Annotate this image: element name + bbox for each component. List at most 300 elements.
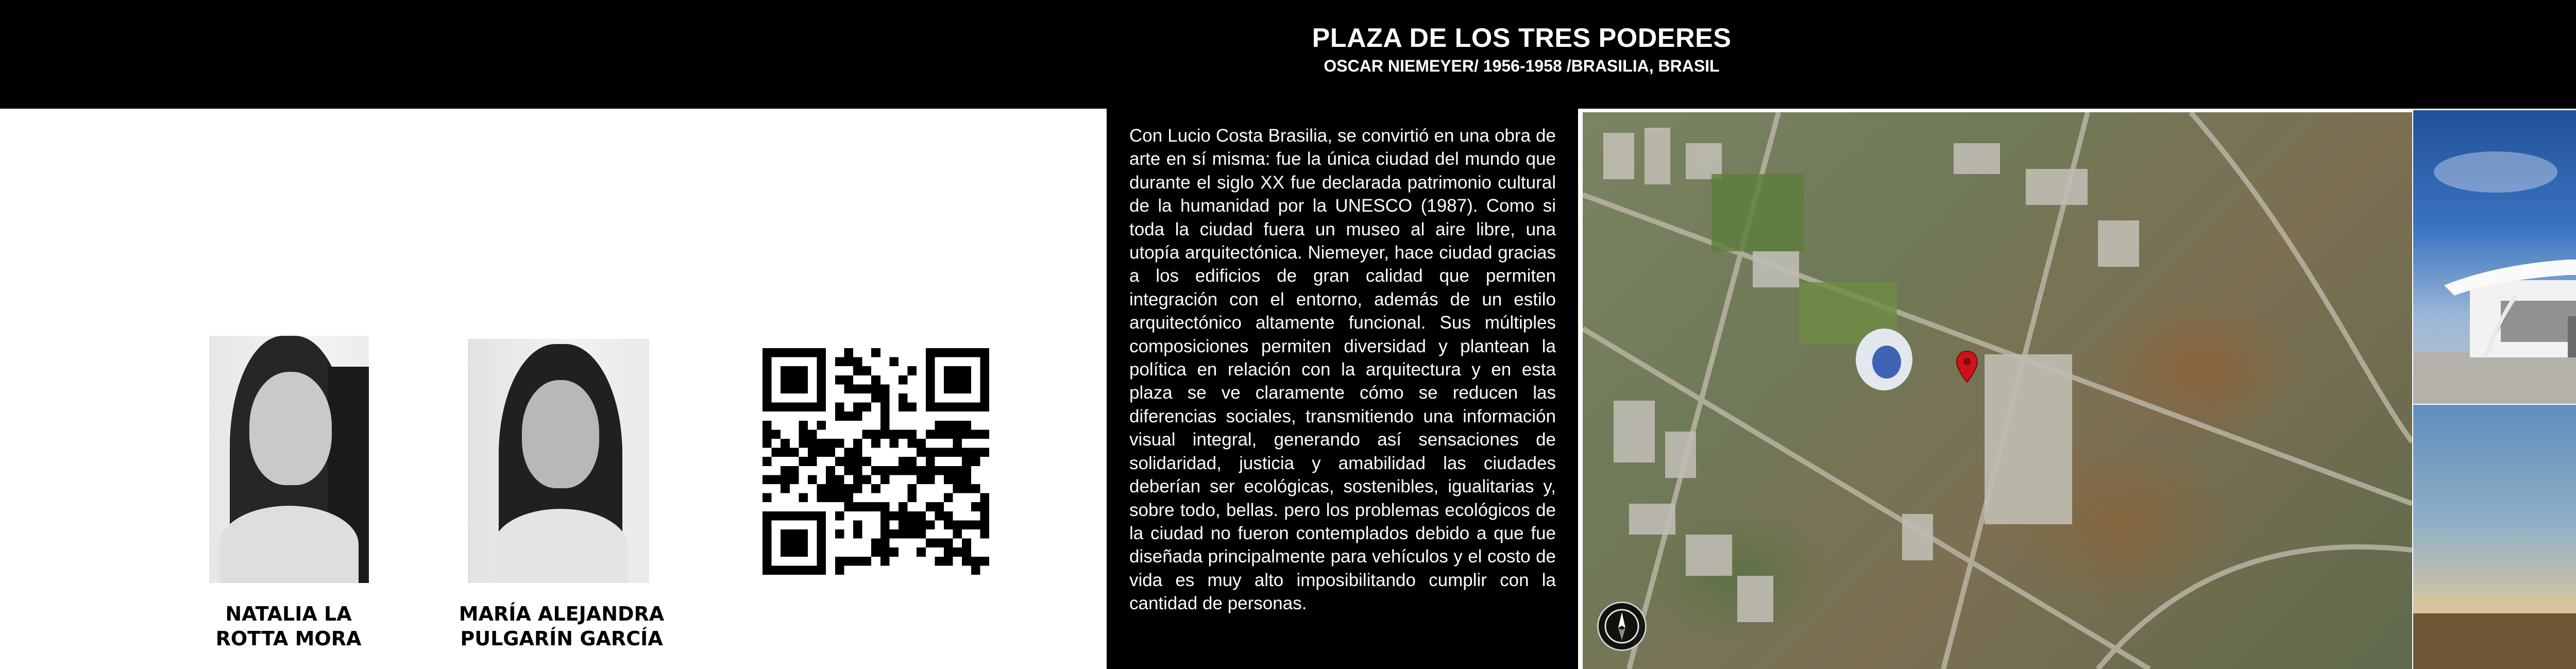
qr-module [853, 439, 862, 448]
qr-module [953, 529, 962, 539]
qr-module [835, 565, 844, 575]
qr-module [835, 529, 844, 539]
qr-module [889, 357, 899, 367]
qr-module [762, 357, 772, 367]
qr-module [899, 520, 908, 529]
qr-module [935, 466, 944, 475]
qr-module [762, 403, 772, 412]
qr-module [935, 502, 944, 511]
qr-module [971, 520, 980, 529]
qr-module [781, 475, 790, 484]
qr-module [980, 511, 989, 521]
qr-module [880, 557, 890, 566]
qr-module [844, 466, 853, 475]
qr-module [853, 403, 862, 412]
qr-module [799, 430, 808, 439]
qr-module [835, 411, 844, 421]
qr-module [853, 411, 862, 421]
qr-module [899, 511, 908, 521]
qr-module [880, 393, 890, 403]
qr-module [762, 393, 772, 403]
qr-module [980, 375, 989, 385]
qr-module [971, 403, 980, 412]
qr-module [862, 475, 872, 484]
qr-module [899, 375, 908, 385]
qr-module [962, 557, 971, 566]
qr-module [817, 366, 826, 375]
qr-module [953, 348, 962, 357]
qr-module [853, 366, 862, 375]
qr-module [871, 539, 880, 548]
qr-module [871, 547, 880, 557]
qr-module [926, 375, 935, 385]
qr-module [962, 348, 971, 357]
qr-module [953, 403, 962, 412]
qr-module [781, 511, 790, 521]
qr-module [926, 366, 935, 375]
qr-module [817, 557, 826, 566]
qr-module [835, 457, 844, 466]
qr-module [862, 403, 872, 412]
qr-module [953, 448, 962, 457]
qr-module [781, 529, 790, 539]
qr-module [826, 448, 835, 457]
qr-module [762, 421, 772, 430]
qr-module [926, 457, 935, 466]
qr-module [835, 484, 844, 493]
qr-module [817, 439, 826, 448]
qr-module [817, 348, 826, 357]
header-bar [0, 0, 2576, 109]
qr-module [817, 403, 826, 412]
qr-module [953, 475, 962, 484]
qr-module [962, 520, 971, 529]
qr-module [799, 439, 808, 448]
qr-module [817, 357, 826, 367]
qr-module [781, 466, 790, 475]
qr-module [944, 539, 953, 548]
qr-module [908, 403, 917, 412]
qr-module [962, 375, 971, 385]
qr-module [808, 448, 817, 457]
qr-module [781, 366, 790, 375]
qr-module [799, 348, 808, 357]
qr-module [917, 511, 926, 521]
author-name-1: NATALIA LA ROTTA MORA [215, 603, 362, 650]
map-streets [1583, 112, 2412, 669]
qr-module [980, 448, 989, 457]
qr-module [790, 539, 799, 548]
qr-module [781, 439, 790, 448]
qr-module [880, 475, 890, 484]
qr-module [853, 502, 862, 511]
qr-module [762, 520, 772, 529]
qr-module [853, 448, 862, 457]
qr-module [899, 466, 908, 475]
qr-module [944, 384, 953, 393]
qr-module [880, 421, 890, 430]
qr-module [926, 348, 935, 357]
qr-module [781, 484, 790, 493]
description-text: Con Lucio Costa Brasilia, se convirtió en una obra de arte en sí misma: fue la única ciudad del mundo que durante el siglo XX fue declarada patrimonio cultural de la humanidad por la UNESCO (1987). Como si toda la ciudad fuera un museo al aire libre, una utopía arquitectónica. Niemeyer, hace ciudad gracias a los edificios de gran calidad que permiten integración con el entorno, además de un estilo arquitectónico altamente funcional. Sus múltiples composiciones permiten diversidad y plantean la política en relación con la arquitectura y en esta plaza se ve claramente cómo se reducen las diferencias sociales, transmitiendo una información visual integral, generando así sensaciones de solidaridad, justicia y amabilidad las ciudades deberían ser ecológicas, sostenibles, igualitarias y, sobre todo, bellas. pero los problemas ecológicos de la ciudad no fueron contemplados debido a que fue diseñada principalmente para vehículos y el costo de vida es muy alto imposibilitando cumplir con la cantidad de personas. [1129, 126, 1556, 614]
qr-module [980, 384, 989, 393]
qr-module [908, 484, 917, 493]
qr-module [844, 411, 853, 421]
qr-module [962, 384, 971, 393]
qr-module [962, 403, 971, 412]
qr-module [772, 430, 781, 439]
qr-module [953, 430, 962, 439]
qr-module [826, 484, 835, 493]
qr-module [926, 403, 935, 412]
qr-module [844, 357, 853, 367]
qr-module [880, 539, 890, 548]
qr-module [781, 384, 790, 393]
qr-module [762, 475, 772, 484]
qr-module [880, 511, 890, 521]
qr-module [944, 475, 953, 484]
qr-module [817, 547, 826, 557]
qr-module [862, 366, 872, 375]
qr-module [871, 430, 880, 439]
qr-module [944, 375, 953, 385]
qr-module [971, 502, 980, 511]
qr-module [917, 439, 926, 448]
qr-module [817, 448, 826, 457]
qr-module [980, 520, 989, 529]
qr-module [880, 411, 890, 421]
qr-module [772, 348, 781, 357]
qr-module [799, 493, 808, 503]
qr-module [971, 430, 980, 439]
qr-module [971, 348, 980, 357]
qr-module [917, 547, 926, 557]
qr-module [844, 502, 853, 511]
qr-module [917, 475, 926, 484]
qr-module [917, 520, 926, 529]
qr-module [871, 466, 880, 475]
qr-module [808, 511, 817, 521]
qr-module [971, 557, 980, 566]
qr-module [908, 457, 917, 466]
qr-module [944, 466, 953, 475]
qr-module [880, 384, 890, 393]
qr-module [935, 348, 944, 357]
map-pin-icon[interactable] [1956, 350, 1978, 383]
qr-module [953, 466, 962, 475]
qr-module [762, 384, 772, 393]
qr-module [862, 430, 872, 439]
qr-module [980, 557, 989, 566]
qr-module [889, 430, 899, 439]
qr-module [853, 484, 862, 493]
qr-module [880, 520, 890, 529]
qr-module [799, 366, 808, 375]
qr-module [880, 502, 890, 511]
qr-module [835, 375, 844, 385]
qr-module [871, 384, 880, 393]
qr-module [844, 384, 853, 393]
qr-module [971, 565, 980, 575]
qr-module [880, 466, 890, 475]
qr-module [926, 475, 935, 484]
qr-module [835, 403, 844, 412]
qr-module [962, 430, 971, 439]
qr-module [871, 439, 880, 448]
qr-module [844, 457, 853, 466]
qr-module [799, 547, 808, 557]
qr-module [844, 557, 853, 566]
qr-module [853, 475, 862, 484]
qr-module [826, 439, 835, 448]
qr-module [844, 493, 853, 503]
qr-module [953, 439, 962, 448]
qr-module [862, 457, 872, 466]
qr-module [817, 520, 826, 529]
qr-module [790, 375, 799, 385]
qr-module [962, 457, 971, 466]
qr-module [944, 520, 953, 529]
qr-module [853, 557, 862, 566]
qr-module [935, 403, 944, 412]
qr-module [926, 466, 935, 475]
qr-module [908, 529, 917, 539]
qr-module [790, 565, 799, 575]
qr-module [980, 502, 989, 511]
qr-module [781, 565, 790, 575]
qr-module [899, 393, 908, 403]
qr-module [853, 529, 862, 539]
qr-module [817, 384, 826, 393]
description-panel [1107, 109, 1578, 669]
photo-supreme-court [2413, 110, 2576, 404]
qr-module [962, 421, 971, 430]
qr-module [762, 366, 772, 375]
qr-module [944, 348, 953, 357]
qr-module [862, 557, 872, 566]
qr-module [790, 403, 799, 412]
qr-module [808, 430, 817, 439]
qr-module [926, 520, 935, 529]
qr-module [980, 493, 989, 503]
qr-module [772, 475, 781, 484]
qr-module [772, 403, 781, 412]
qr-module [962, 484, 971, 493]
qr-module [953, 384, 962, 393]
qr-module [953, 366, 962, 375]
qr-module [871, 375, 880, 385]
qr-module [853, 457, 862, 466]
qr-module [762, 511, 772, 521]
qr-module [953, 484, 962, 493]
qr-module [980, 430, 989, 439]
qr-module [799, 421, 808, 430]
qr-module [799, 457, 808, 466]
qr-module [935, 511, 944, 521]
qr-module [762, 539, 772, 548]
qr-module [762, 430, 772, 439]
qr-module [844, 375, 853, 385]
qr-module [817, 565, 826, 575]
qr-module [790, 529, 799, 539]
qr-module [790, 547, 799, 557]
qr-module [853, 466, 862, 475]
qr-module [826, 466, 835, 475]
qr-module [926, 357, 935, 367]
qr-module [835, 557, 844, 566]
qr-module [853, 384, 862, 393]
qr-module [799, 403, 808, 412]
qr-module [762, 439, 772, 448]
qr-module [908, 520, 917, 529]
author-photo-2 [468, 339, 649, 583]
qr-module [762, 565, 772, 575]
qr-module [971, 484, 980, 493]
qr-module [889, 511, 899, 521]
qr-module [926, 502, 935, 511]
page-title: PLAZA DE LOS TRES PODERES [1312, 23, 1732, 53]
qr-module [889, 466, 899, 475]
compass-icon[interactable] [1597, 602, 1647, 651]
qr-module [844, 484, 853, 493]
qr-module [772, 448, 781, 457]
qr-module [889, 529, 899, 539]
qr-module [980, 357, 989, 367]
qr-module [762, 547, 772, 557]
qr-module [844, 448, 853, 457]
qr-module [944, 366, 953, 375]
qr-module [871, 393, 880, 403]
qr-module [908, 493, 917, 503]
qr-module [853, 357, 862, 367]
qr-module [808, 439, 817, 448]
qr-module [962, 448, 971, 457]
qr-module [790, 466, 799, 475]
qr-module [762, 457, 772, 466]
qr-module [899, 457, 908, 466]
qr-module [917, 529, 926, 539]
qr-module [944, 511, 953, 521]
qr-module [980, 403, 989, 412]
qr-module [880, 529, 890, 539]
qr-module [971, 448, 980, 457]
qr-module [799, 511, 808, 521]
qr-module [772, 565, 781, 575]
qr-module [781, 348, 790, 357]
qr-module [835, 475, 844, 484]
qr-module [762, 348, 772, 357]
qr-module [781, 448, 790, 457]
qr-module [826, 493, 835, 503]
qr-module [799, 375, 808, 385]
author-photo-1 [209, 336, 369, 583]
qr-module [844, 348, 853, 357]
qr-module [899, 403, 908, 412]
qr-module [962, 466, 971, 475]
qr-module [944, 421, 953, 430]
author-name-2: MARÍA ALEJANDRA PULGARÍN GARCÍA [459, 603, 665, 650]
qr-module [790, 448, 799, 457]
qr-module [790, 348, 799, 357]
qr-module [899, 529, 908, 539]
qr-module [944, 557, 953, 566]
qr-module [817, 529, 826, 539]
qr-module [835, 439, 844, 448]
qr-module [817, 493, 826, 503]
page-subtitle: OSCAR NIEMEYER/ 1956-1958 /BRASILIA, BRASIL [1324, 57, 1720, 75]
qr-module [944, 430, 953, 439]
qr-module [808, 565, 817, 575]
qr-module [926, 448, 935, 457]
qr-module [808, 457, 817, 466]
qr-module [926, 539, 935, 548]
qr-module [817, 421, 826, 430]
aerial-map-image [1583, 112, 2412, 669]
qr-module [880, 430, 890, 439]
qr-module [762, 493, 772, 503]
qr-module [772, 511, 781, 521]
qr-module [935, 557, 944, 566]
qr-module [889, 439, 899, 448]
qr-module [953, 421, 962, 430]
qr-module [835, 493, 844, 503]
qr-module [935, 430, 944, 439]
qr-module [980, 393, 989, 403]
qr-module [781, 403, 790, 412]
qr-module [799, 539, 808, 548]
qr-module [944, 493, 953, 503]
qr-module [817, 484, 826, 493]
qr-module [953, 520, 962, 529]
qr-module [790, 384, 799, 393]
photo-national-congress [2413, 405, 2576, 669]
qr-module [908, 366, 917, 375]
qr-module [790, 511, 799, 521]
qr-module [826, 475, 835, 484]
qr-module [790, 366, 799, 375]
qr-module [799, 529, 808, 539]
qr-module [880, 547, 890, 557]
qr-module [908, 511, 917, 521]
qr-module [971, 457, 980, 466]
qr-module [817, 393, 826, 403]
qr-module [944, 547, 953, 557]
qr-module [853, 520, 862, 529]
qr-module [944, 403, 953, 412]
qr-module [935, 448, 944, 457]
qr-module [835, 357, 844, 367]
qr-module [962, 539, 971, 548]
qr-module [799, 384, 808, 393]
qr-module [817, 375, 826, 385]
qr-module [781, 539, 790, 548]
qr-module [980, 348, 989, 357]
qr-module [899, 502, 908, 511]
qr-module [889, 547, 899, 557]
qr-module [980, 366, 989, 375]
qr-module [917, 448, 926, 457]
qr-module [926, 393, 935, 403]
qr-module [862, 502, 872, 511]
qr-module [808, 348, 817, 357]
qr-module [926, 384, 935, 393]
qr-module [935, 421, 944, 430]
qr-module [790, 475, 799, 484]
qr-module [926, 430, 935, 439]
qr-code[interactable] [762, 348, 989, 575]
qr-module [781, 375, 790, 385]
qr-module [953, 375, 962, 385]
